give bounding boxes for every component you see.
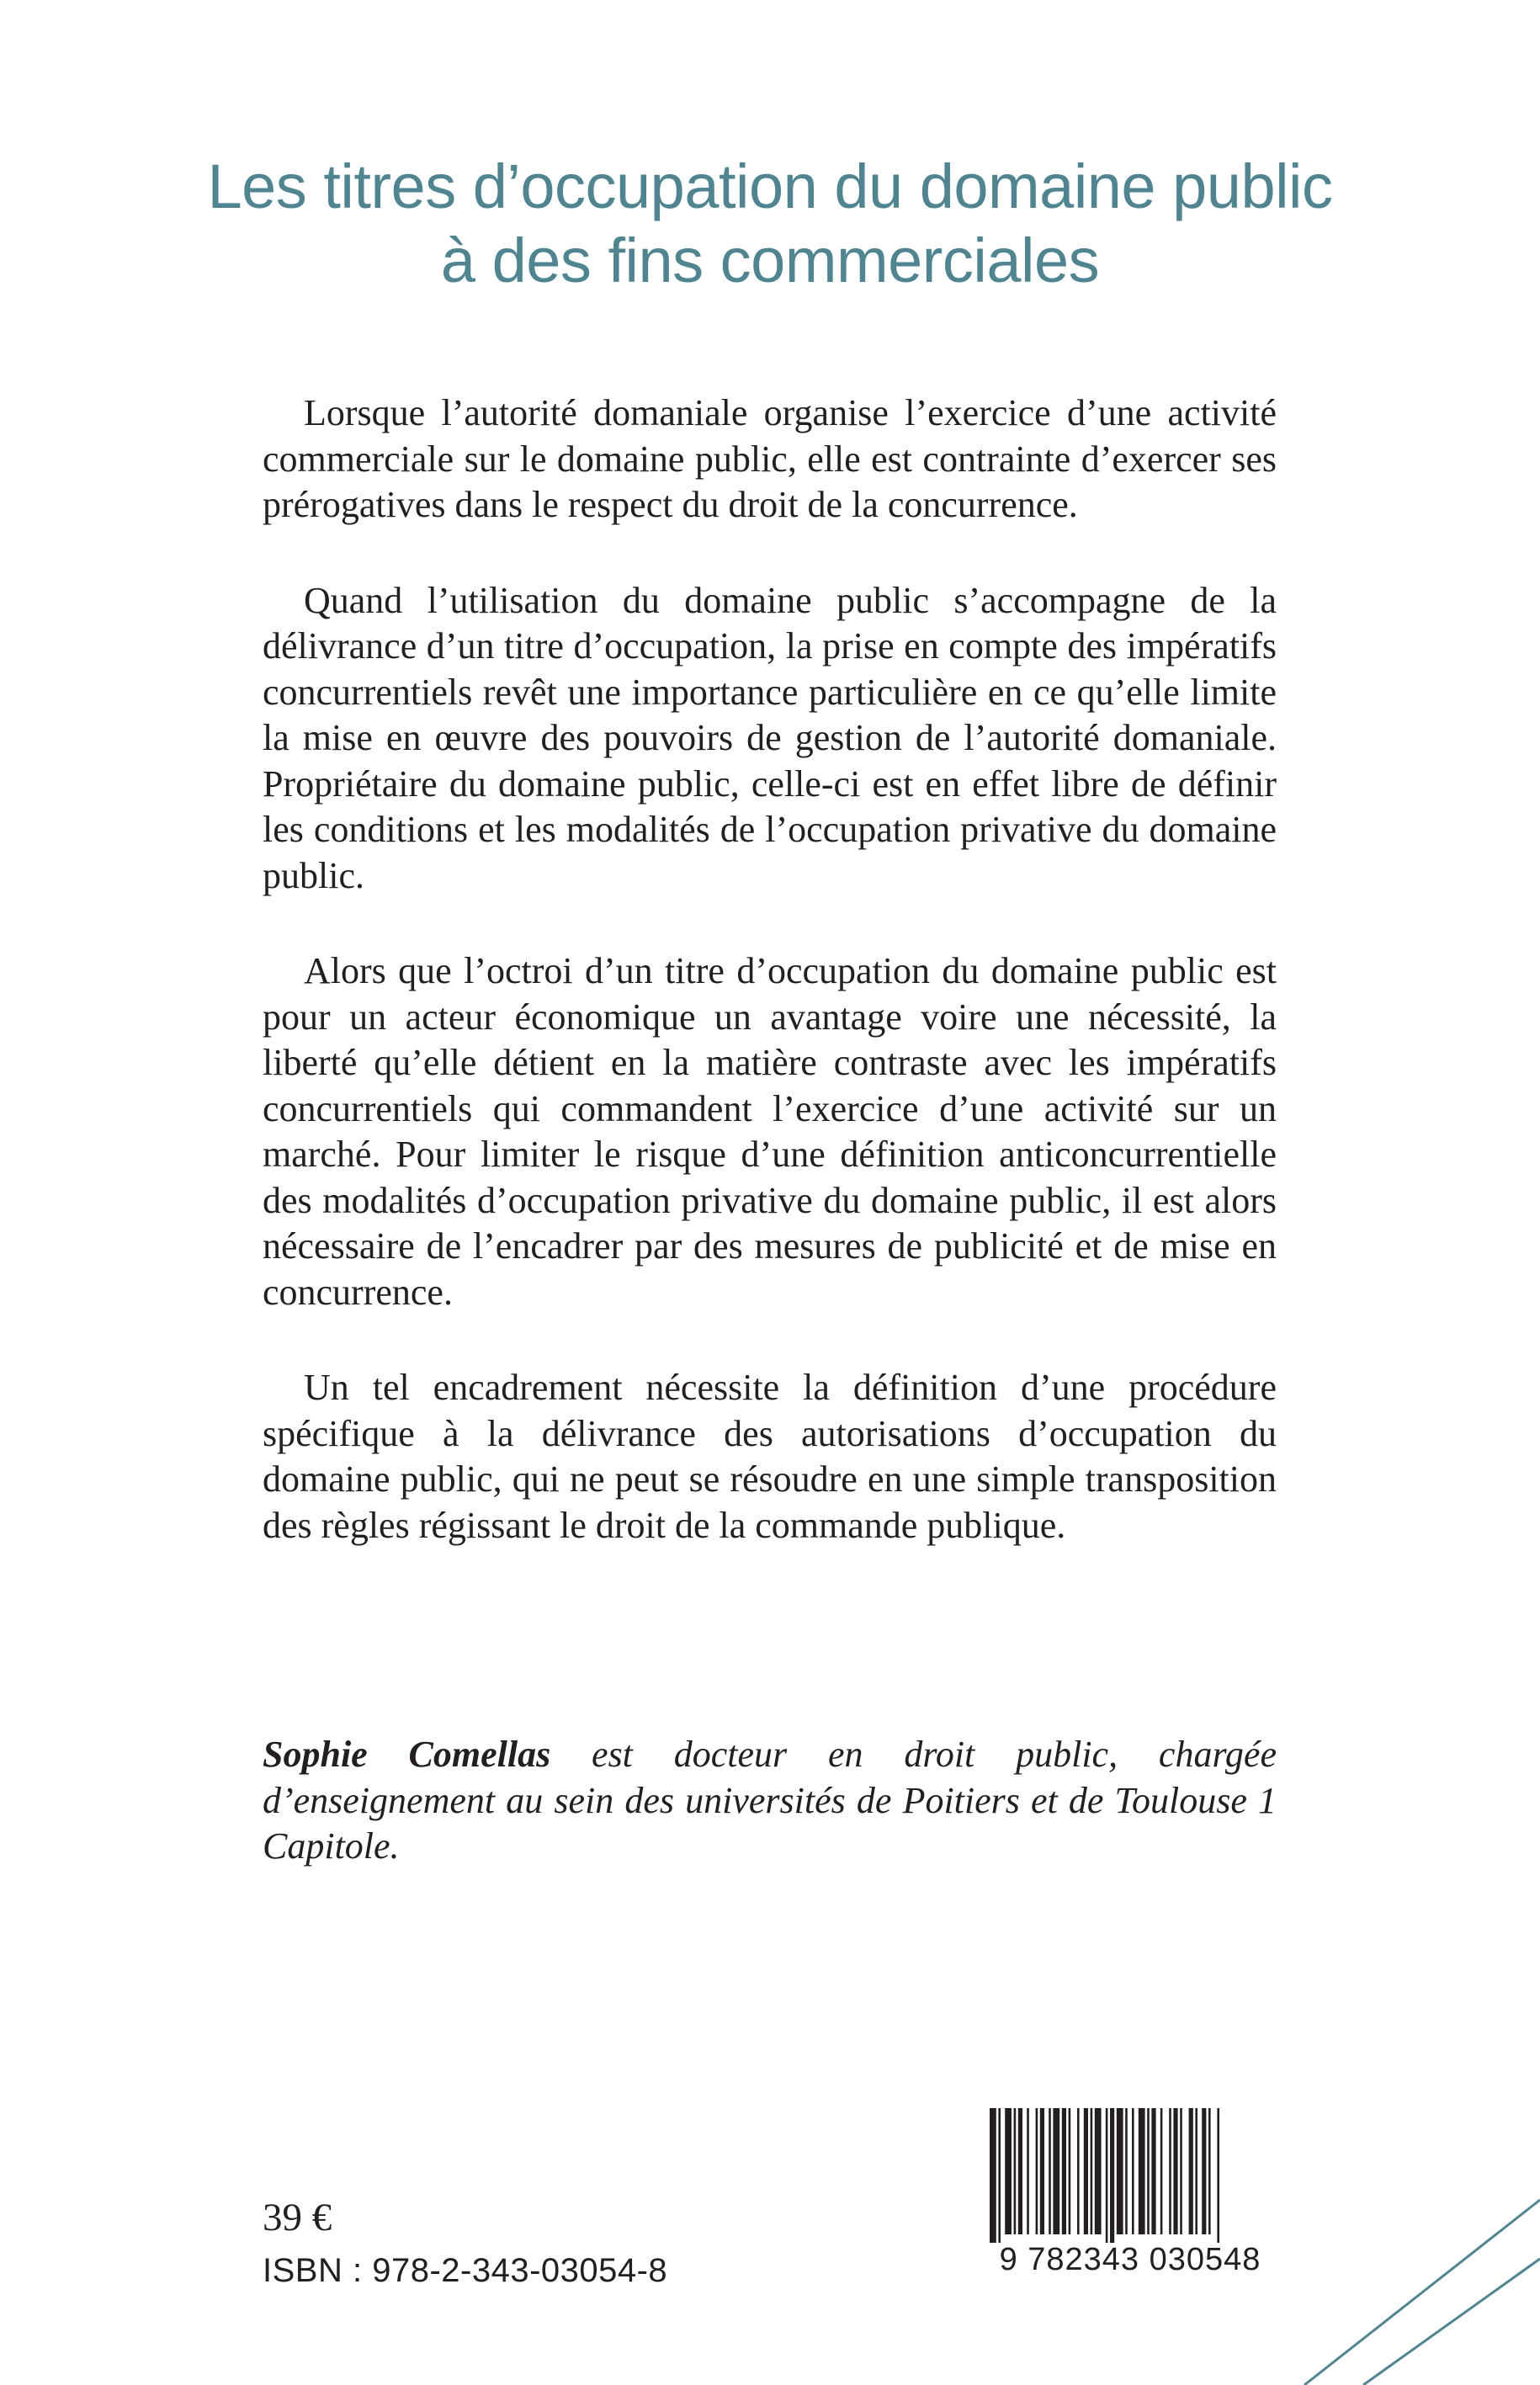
summary-paragraph-1: Lorsque l’autorité domaniale organise l’exercice d’une activité commerciale sur le domaine public, elle est contrainte d’exercer ses prérogatives dans le respect du droit de la concurrence. bbox=[263, 392, 1277, 525]
back-cover-summary bbox=[263, 390, 1277, 1598]
author-bio-text: est docteur en droit public, chargée d’enseignement au sein des universités de Poitiers et de Toulouse 1 Capitole. bbox=[263, 1734, 1277, 1867]
barcode-bar bbox=[1173, 2108, 1177, 2234]
barcode-bar bbox=[1132, 2108, 1134, 2234]
barcode-bar bbox=[1189, 2108, 1193, 2234]
title-line-2: à des fins commerciales bbox=[440, 226, 1100, 295]
barcode-bar bbox=[1217, 2108, 1219, 2243]
barcode-bar bbox=[1014, 2108, 1017, 2234]
barcode-bar bbox=[1195, 2108, 1197, 2234]
title-line-1: Les titres d’occupation du domaine public bbox=[207, 151, 1333, 221]
barcode-bar bbox=[1202, 2108, 1206, 2234]
barcode-bar bbox=[998, 2108, 1001, 2243]
price: 39 € bbox=[263, 2196, 332, 2239]
barcode-bar bbox=[1049, 2108, 1051, 2234]
barcode-bar bbox=[1018, 2108, 1022, 2234]
isbn: ISBN : 978-2-343-03054-8 bbox=[263, 2252, 668, 2289]
barcode-bar bbox=[1053, 2108, 1059, 2234]
barcode-bar bbox=[1147, 2108, 1150, 2234]
barcode-number: 9 782343 030548 bbox=[999, 2242, 1261, 2277]
barcode-bar bbox=[1208, 2108, 1211, 2234]
summary-paragraph-3: Alors que l’octroi d’un titre d’occupation du domaine public est pour un acteur économique un avantage voire une nécessité, la liberté qu’elle détient en la matière contraste avec les impératifs concurrentiels qui commandent l’exercice d’une activité sur un marché. Pour limiter le risque d’une définition anticoncurrentielle des modalités d’occupation privative du domaine public, il est alors nécessaire de l’encadrer par des mesures de publicité et de mise en concurrence. bbox=[263, 950, 1277, 1313]
barcode-bar bbox=[1139, 2108, 1145, 2234]
barcode-bar bbox=[990, 2108, 996, 2243]
barcode-bar bbox=[1169, 2108, 1171, 2234]
barcode-bar bbox=[1091, 2108, 1093, 2234]
barcode-bar bbox=[1036, 2108, 1038, 2234]
summary-paragraph-2: Quand l’utilisation du domaine public s’accompagne de la délivrance d’un titre d’occupation, la prise en compte des impératifs concurrentiels revêt une importance particulière en ce qu’elle limite la mise en œuvre des pouvoirs de gestion de l’autorité domaniale. Propriétaire du domaine public, celle-ci est en effet libre de définir les conditions et les modalités de l’occupation privative du domaine public. bbox=[263, 579, 1277, 896]
barcode-bar bbox=[1180, 2108, 1182, 2234]
barcode-bar bbox=[1110, 2108, 1114, 2243]
summary-paragraph-4: Un tel encadrement nécessite la définition d’une procédure spécifique à la délivrance des autorisations d’occupation du domaine public, qui ne peut se résoudre en une simple transposition des règles régissant le droit de la commande publique. bbox=[263, 1367, 1277, 1546]
barcode-bar bbox=[1106, 2108, 1108, 2243]
barcode-bar bbox=[1125, 2108, 1128, 2234]
barcode-bar bbox=[1117, 2108, 1123, 2234]
barcode-bar bbox=[1151, 2108, 1155, 2234]
author-bio bbox=[263, 1732, 1277, 1870]
barcode-graphic bbox=[983, 2108, 1277, 2243]
barcode-bar bbox=[1084, 2108, 1088, 2234]
barcode-bar bbox=[1069, 2108, 1071, 2234]
barcode-bar bbox=[1077, 2108, 1080, 2234]
barcode-bar bbox=[1027, 2108, 1029, 2234]
barcode-bar bbox=[1160, 2108, 1163, 2234]
barcode-bar bbox=[1040, 2108, 1044, 2234]
book-title bbox=[0, 150, 1540, 298]
barcode-bar bbox=[1095, 2108, 1102, 2234]
author-name: Sophie Comellas bbox=[263, 1734, 551, 1775]
barcode-bar bbox=[1062, 2108, 1066, 2234]
barcode-bar bbox=[1005, 2108, 1012, 2234]
